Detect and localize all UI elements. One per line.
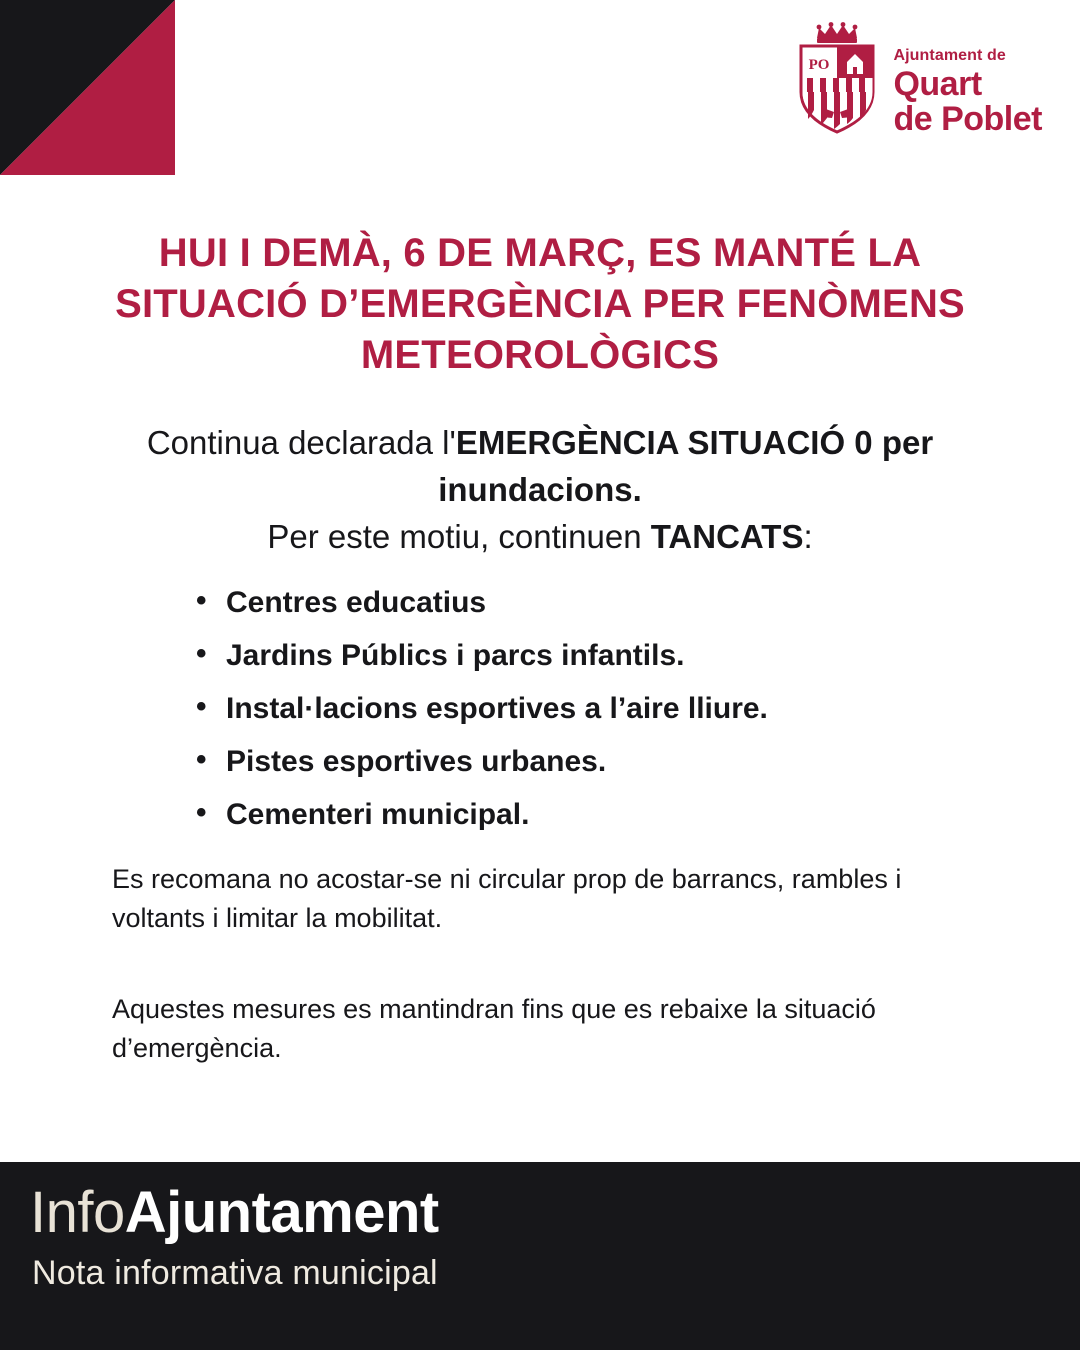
list-item: • Instal·lacions esportives a l’aire lliure. [196, 694, 996, 724]
corner-red-triangle [0, 0, 175, 175]
intro-line2-bold: TANCATS [650, 517, 804, 555]
list-item: • Centres educatius [196, 588, 996, 618]
footer-title-bold: Ajuntament [124, 1180, 439, 1245]
footer-bar [0, 1162, 1080, 1350]
intro-line2-normal: Per este motiu, continuen [267, 517, 651, 555]
closed-facilities-list [196, 588, 996, 853]
page-title: HUI I DEMÀ, 6 DE MARÇ, ES MANTÉ LA SITUACIÓ D’EMERGÈNCIA PER FENÒMENS METEOROLÒGICS [115, 231, 965, 378]
corner-decoration [0, 0, 175, 175]
municipality-logo [795, 22, 1042, 137]
coat-of-arms-icon [795, 22, 879, 134]
footer-title [30, 1180, 439, 1245]
intro-line2-tail: : [803, 517, 813, 555]
intro-paragraph [90, 420, 990, 561]
footer-subtitle: Nota informativa municipal [32, 1254, 438, 1292]
svg-text:PO: PO [809, 57, 830, 73]
intro-line1-bold: EMERGÈNCIA SITUACIÓ 0 per inundacions. [438, 424, 934, 508]
duration-note: Aquestes mesures es mantindran fins que es rebaixe la situació d’emergència. [112, 994, 876, 1064]
list-item: • Cementeri municipal. [196, 800, 996, 830]
logo-line-town2: de Poblet [893, 100, 1042, 139]
intro-line1-normal: Continua declarada l' [146, 424, 456, 461]
list-item: • Jardins Públics i parcs infantils. [196, 641, 996, 671]
recommendation-note: Es recomana no acostar-se ni circular prop de barrancs, rambles i voltants i limitar la mobilitat. [112, 864, 902, 934]
list-item: • Pistes esportives urbanes. [196, 747, 996, 777]
footer-title-light: Info [30, 1180, 125, 1245]
logo-wordmark [893, 22, 1042, 137]
logo-line-small: Ajuntament de [893, 47, 1006, 64]
logo-line-town: Quart [893, 65, 982, 103]
